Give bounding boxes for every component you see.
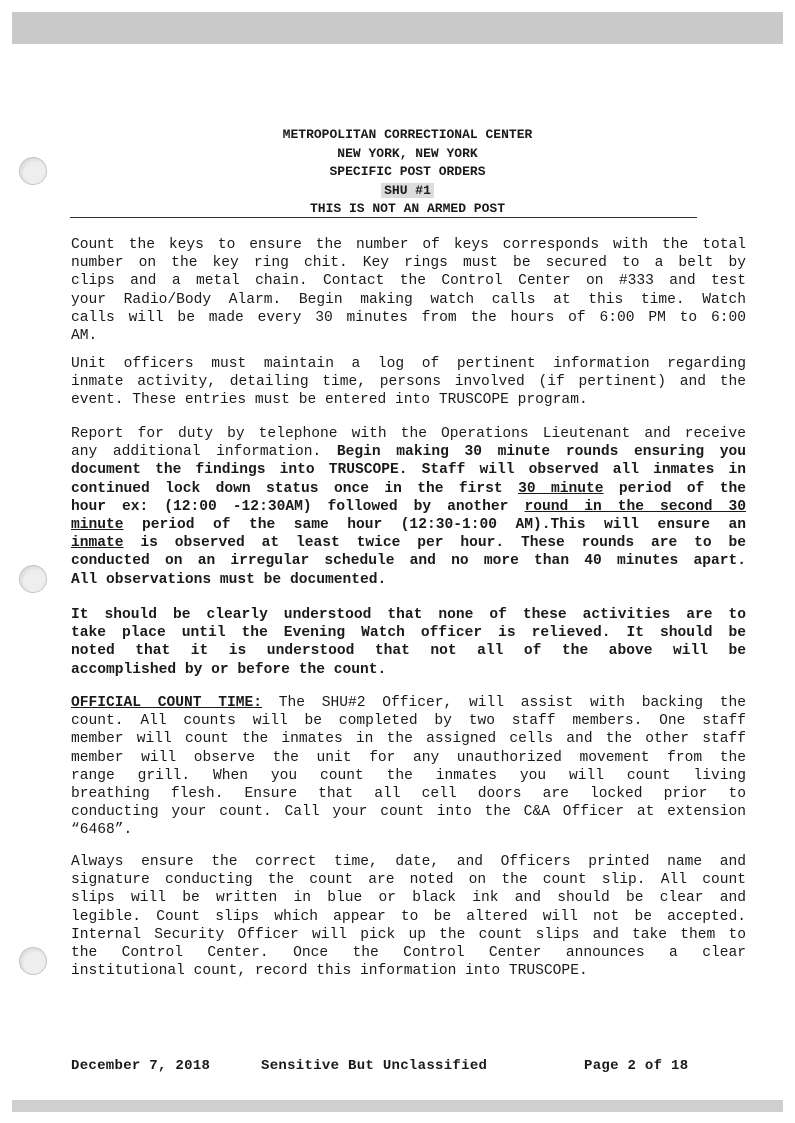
p3-line: hour ex: (12:00 -12:30AM) followed by another round in the second 30: [71, 498, 747, 515]
p3-line: document the findings into TRUSCOPE. Staff will observed all inmates in: [71, 462, 746, 479]
para6-line: Internal Security Officer will pick up the count slips and take them to: [71, 926, 746, 943]
header-line-4: SHU #1: [381, 183, 434, 198]
para6-line: institutional count, record this information into TRUSCOPE.: [71, 963, 588, 980]
paragraph-official-count: [71, 694, 746, 840]
p3-line: minute period of the same hour (12:30-1:00 AM).This will ensure an: [71, 517, 746, 534]
p3-line: inmate is observed at least twice per hour. These rounds are to be: [71, 535, 746, 552]
header-rule: [70, 217, 697, 218]
para6-line: slips will be written in blue or black ink and should be clear and: [71, 890, 746, 907]
p3-line: Report for duty by telephone with the Operations Lieutenant and receive: [71, 426, 746, 442]
para1-line: number on the key ring chit. Key rings must be secured to a belt by: [71, 255, 746, 272]
footer-date: December 7, 2018: [71, 1058, 211, 1074]
paragraph-count-slip: [71, 853, 746, 980]
para1-line: calls will be made every 30 minutes from the hours of 6:00 PM to 6:00: [71, 309, 746, 326]
para1-line: clips and a metal chain. Contact the Control Center on #333 and test: [71, 273, 746, 290]
para5-line: range grill. When you count the inmates you will count living: [71, 767, 746, 784]
footer-page-number: Page 2 of 18: [584, 1058, 689, 1074]
footer-classification: Sensitive But Unclassified: [261, 1058, 488, 1074]
punch-hole-top: [19, 157, 47, 185]
para2-line: inmate activity, detailing time, persons involved (if pertinent) and the: [71, 374, 746, 391]
punch-hole-middle: [19, 565, 47, 593]
official-count-heading: OFFICIAL COUNT TIME:: [71, 695, 263, 711]
para6-line: legible. Count slips which appear to be altered will not be accepted.: [71, 908, 746, 925]
para4-line: accomplished by or before the count.: [71, 661, 387, 678]
punch-hole-bottom: [19, 947, 47, 975]
p3-line: continued lock down status once in the first 30 minute period of the: [71, 480, 747, 497]
para5-line: “6468”.: [71, 822, 133, 839]
para4-line: It should be clearly understood that none of these activities are to: [71, 607, 746, 623]
scan-border-bottom: [12, 1100, 783, 1112]
para2-line: Unit officers must maintain a log of pertinent information regarding: [71, 356, 746, 372]
para5-line: count. All counts will be completed by two staff members. One staff: [71, 713, 746, 730]
p3-line: any additional information. Begin making 30 minute rounds ensuring you: [71, 444, 746, 461]
para6-line: signature conducting the count are noted on the count slip. All count: [71, 872, 746, 889]
header-line-3: SPECIFIC POST ORDERS: [329, 164, 486, 179]
p3-line: All observations must be documented.: [71, 571, 387, 588]
para5-line: conducting your count. Call your count into the C&A Officer at extension: [71, 804, 746, 821]
para4-line: noted that it is understood that not all of the above will be: [71, 643, 746, 660]
header-line-2: NEW YORK, NEW YORK: [337, 145, 478, 161]
p3-line: conducted on an irregular schedule and no more than 40 minutes apart.: [71, 553, 746, 570]
para4-line: take place until the Evening Watch officer is relieved. It should be: [71, 625, 746, 642]
para6-line: Always ensure the correct time, date, and Officers printed name and: [71, 854, 746, 870]
header-line-5: THIS IS NOT AN ARMED POST: [309, 201, 506, 216]
p5-line: OFFICIAL COUNT TIME: The SHU#2 Officer, will assist with backing the: [71, 695, 747, 711]
header-line-1: METROPOLITAN CORRECTIONAL CENTER: [282, 127, 533, 142]
document-header: [70, 126, 745, 219]
paragraph-report-duty: [71, 425, 746, 589]
para5-line: member will count the inmates in the assigned cells and the other staff: [71, 731, 746, 748]
para1-line: your Radio/Body Alarm. Begin making watch calls at this time. Watch: [71, 291, 746, 308]
para2-line: event. These entries must be entered into TRUSCOPE program.: [71, 392, 588, 409]
para1-line: AM.: [71, 328, 98, 345]
paragraph-keys: [71, 236, 746, 345]
scan-border-top: [12, 12, 783, 44]
para1-line: Count the keys to ensure the number of keys corresponds with the total: [71, 237, 746, 253]
para5-line: member will observe the unit for any unauthorized movement from the: [71, 749, 746, 766]
paragraph-evening-watch: [71, 606, 746, 679]
para5-line: breathing flesh. Ensure that all cell doors are locked prior to: [71, 786, 746, 803]
paragraph-log: [71, 355, 746, 410]
para6-line: the Control Center. Once the Control Center announces a clear: [71, 945, 746, 962]
